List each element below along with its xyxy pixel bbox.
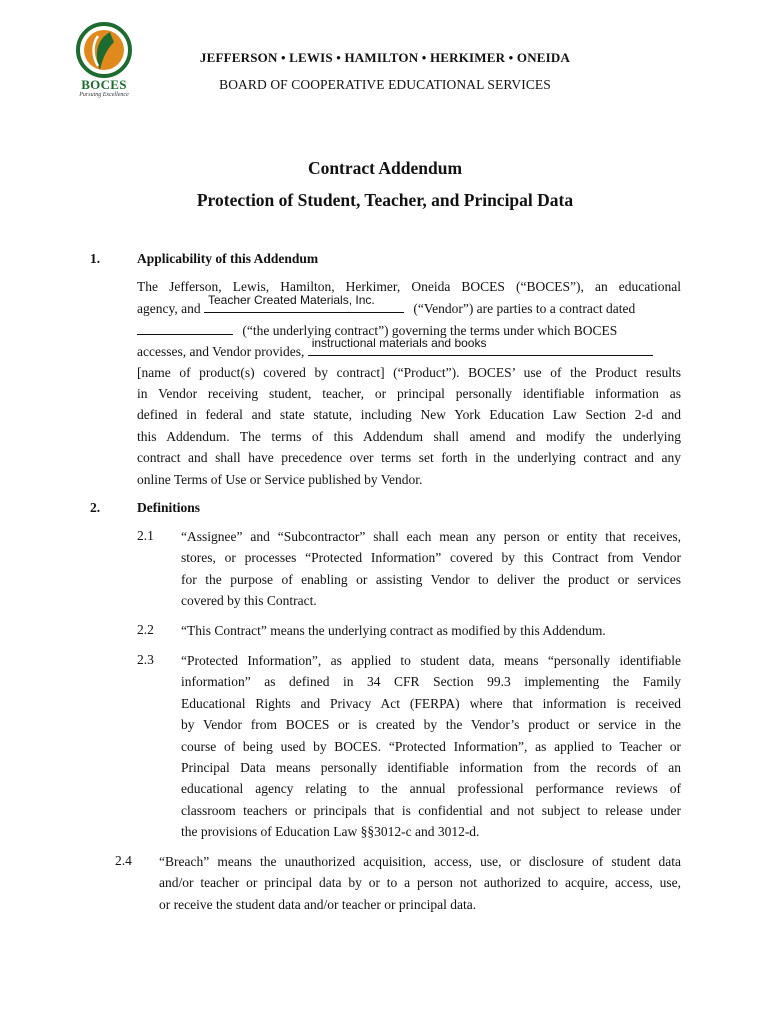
- definition-number: 2.1: [137, 528, 154, 543]
- definition-line: and/or teacher or principal data by or to a person not authorized to acquire, access, use,: [159, 875, 681, 891]
- definition-line: course of being used by BOCES. “Protected Information”, as applied to Teacher or: [181, 738, 681, 754]
- definition-line: by Vendor from BOCES or is created by the Vendor’s product or service in the: [181, 717, 681, 733]
- vendor-name-field[interactable]: [204, 292, 404, 313]
- header-counties: JEFFERSON • LEWIS • HAMILTON • HERKIMER • ONEIDA: [199, 50, 571, 65]
- definition-line: classroom teachers or principals that is confidential and not subject to release under: [181, 802, 681, 818]
- product-name-value: instructional materials and books: [311, 335, 487, 350]
- definition-text: [181, 526, 681, 612]
- section-1-line: contract and shall have precedence over terms set forth in the underlying contract and any: [137, 450, 681, 466]
- product-name-field[interactable]: [308, 335, 653, 356]
- section-1-line: in Vendor receiving student, teacher, or principal personally identifiable information as: [137, 385, 681, 401]
- definition-line: or receive the student data and/or teacher or principal data.: [159, 896, 477, 912]
- header-organization: BOARD OF COOPERATIVE EDUCATIONAL SERVICES: [219, 77, 551, 92]
- definition-line: Educational Rights and Privacy Act (FERPA) where that information is received: [181, 695, 681, 711]
- definition-number: 2.4: [115, 853, 132, 868]
- section-1-text: (“the underlying contract”) governing the terms under which BOCES: [242, 322, 618, 338]
- section-1-heading: Applicability of this Addendum: [137, 251, 319, 266]
- section-1-text: (“Vendor”) are parties to a contract dated: [413, 301, 636, 317]
- section-1-line: [137, 335, 681, 361]
- definition-line: “Breach” means the unauthorized acquisition, access, use, or disclosure of student data: [159, 854, 681, 869]
- section-1-line: this Addendum. The terms of this Addendum shall amend and modify the underlying: [137, 428, 681, 444]
- definition-number: 2.2: [137, 622, 154, 637]
- definition-line: educational agency relating to the annual professional performance reviews of: [181, 781, 681, 797]
- section-1-line: online Terms of Use or Service published by Vendor.: [137, 471, 423, 487]
- definition-line: “This Contract” means the underlying contract as modified by this Addendum.: [181, 623, 606, 638]
- section-1-line: [137, 292, 681, 318]
- definition-text: [181, 620, 681, 641]
- definition-line: for the purpose of enabling or assisting Vendor to deliver the product or services: [181, 571, 681, 587]
- definition-line: Principal Data means personally identifiable information from the records of an: [181, 759, 681, 775]
- section-1-text: accesses, and Vendor provides,: [137, 344, 305, 360]
- section-2-number: 2.: [90, 500, 101, 515]
- vendor-name-value: Teacher Created Materials, Inc.: [207, 292, 375, 307]
- definition-text: [181, 650, 681, 843]
- section-1-line: The Jefferson, Lewis, Hamilton, Herkimer, Oneida BOCES (“BOCES”), an educational: [137, 279, 681, 294]
- section-1-number: 1.: [90, 251, 101, 266]
- definition-line: covered by this Contract.: [181, 593, 317, 609]
- section-1-line: defined in federal and state statute, including New York Education Law Section 2-d and: [137, 407, 681, 423]
- definition-line: the provisions of Education Law §§3012-c and 3012-d.: [181, 824, 480, 840]
- logo-tagline: Pursuing Excellence: [79, 92, 129, 98]
- section-1-line: [name of product(s) covered by contract] (“Product”). BOCES’ use of the Product results: [137, 364, 681, 380]
- definition-line: “Protected Information”, as applied to student data, means “personally identifiable: [181, 653, 681, 668]
- logo-wordmark: BOCES: [81, 77, 127, 92]
- definition-line: information” as defined in 34 CFR Section 99.3 implementing the Family: [181, 674, 681, 690]
- contract-date-field[interactable]: [137, 319, 233, 335]
- definition-line: “Assignee” and “Subcontractor” shall each mean any person or entity that receives,: [181, 529, 681, 544]
- section-1-text: agency, and: [137, 301, 201, 317]
- section-2-heading: Definitions: [137, 500, 201, 515]
- definition-number: 2.3: [137, 652, 154, 667]
- definition-text: [159, 851, 681, 915]
- document-subtitle: Protection of Student, Teacher, and Principal Data: [196, 190, 574, 210]
- definition-line: stores, or processes “Protected Information” covered by this Contract from Vendor: [181, 550, 681, 566]
- document-title: Contract Addendum: [307, 158, 463, 178]
- section-1-body: [137, 276, 681, 490]
